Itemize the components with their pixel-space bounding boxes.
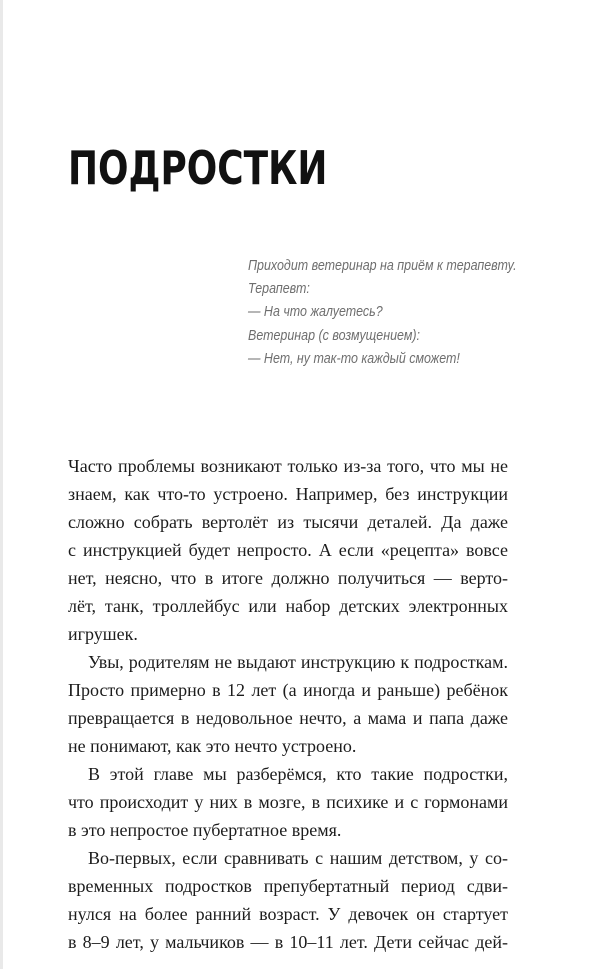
text-line: игрушек. — [68, 624, 138, 644]
text-line: сложно собрать вертолёт из тысячи деталей. Да даже — [68, 512, 508, 532]
body-text — [68, 452, 508, 956]
epigraph-line: Приходит ветеринар на приём к терапевту. — [248, 258, 517, 274]
epigraph-line: Терапевт: — [248, 281, 310, 298]
text-line: что происходит у них в мозге, в психике и с гормонами — [68, 792, 508, 812]
text-line: не понимают, как это нечто устроено. — [68, 736, 357, 756]
text-line: нет, неясно, что в итоге должно получиться — верто- — [68, 568, 508, 588]
epigraph-line: — На что жалуетесь? — [248, 304, 383, 321]
text-line: в 8–9 лет, у мальчиков — в 10–11 лет. Дети сейчас дей- — [68, 932, 508, 952]
epigraph — [248, 255, 548, 371]
epigraph-line: Ветеринар (с возмущением): — [248, 327, 420, 344]
text-line: временных подростков препубертатный период сдви- — [68, 876, 508, 896]
text-line: лёт, танк, троллейбус или набор детских электронных — [68, 596, 508, 616]
text-line: Просто примерно в 12 лет (а иногда и раньше) ребёнок — [68, 680, 508, 700]
page-edge — [0, 0, 3, 969]
text-line: превращается в недовольное нечто, а мама и папа даже — [68, 708, 508, 728]
text-line: в это непростое пубертатное время. — [68, 820, 342, 840]
text-line: В этой главе мы разберёмся, кто такие подростки, — [88, 764, 508, 784]
text-line: Увы, родителям не выдают инструкцию к подросткам. — [88, 652, 508, 672]
text-line: нулся на более ранний возраст. У девочек он стартует — [68, 904, 508, 924]
text-line: знаем, как что-то устроено. Например, без инструкции — [68, 484, 508, 504]
text-line: Часто проблемы возникают только из-за того, что мы не — [68, 456, 508, 476]
chapter-title: ПОДРОСТКИ — [68, 141, 328, 195]
text-line: Во-первых, если сравнивать с нашим детством, у со- — [88, 848, 508, 868]
epigraph-line: — Нет, ну так-то каждый сможет! — [248, 350, 460, 367]
text-line: с инструкцией будет непросто. А если «рецепта» вовсе — [68, 540, 508, 560]
